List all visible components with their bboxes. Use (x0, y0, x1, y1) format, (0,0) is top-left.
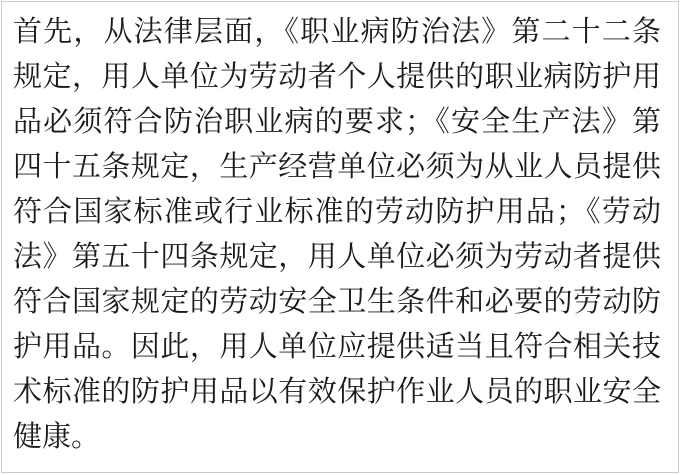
text-line: 首先，从法律层面，《职业病防治法》第二十二条 (13, 16, 661, 48)
text-line: 规定，用人单位为劳动者个人提供的职业病防护用 (13, 61, 661, 93)
text-line: 法》第五十四条规定，用人单位必须为劳动者提供 (13, 241, 661, 273)
text-line: 四十五条规定，生产经营单位必须为从业人员提供 (13, 151, 661, 183)
text-line: 符合国家规定的劳动安全卫生条件和必要的劳动防 (13, 286, 661, 318)
text-line: 健康。 (13, 421, 101, 453)
text-line: 术标准的防护用品以有效保护作业人员的职业安全 (13, 376, 661, 408)
paragraph (2, 2, 678, 472)
text-panel (1, 1, 679, 473)
text-line: 品必须符合防治职业病的要求；《安全生产法》第 (13, 106, 661, 138)
text-line: 符合国家标准或行业标准的劳动防护用品；《劳动 (13, 196, 661, 228)
text-line: 护用品。因此，用人单位应提供适当且符合相关技 (13, 331, 661, 363)
